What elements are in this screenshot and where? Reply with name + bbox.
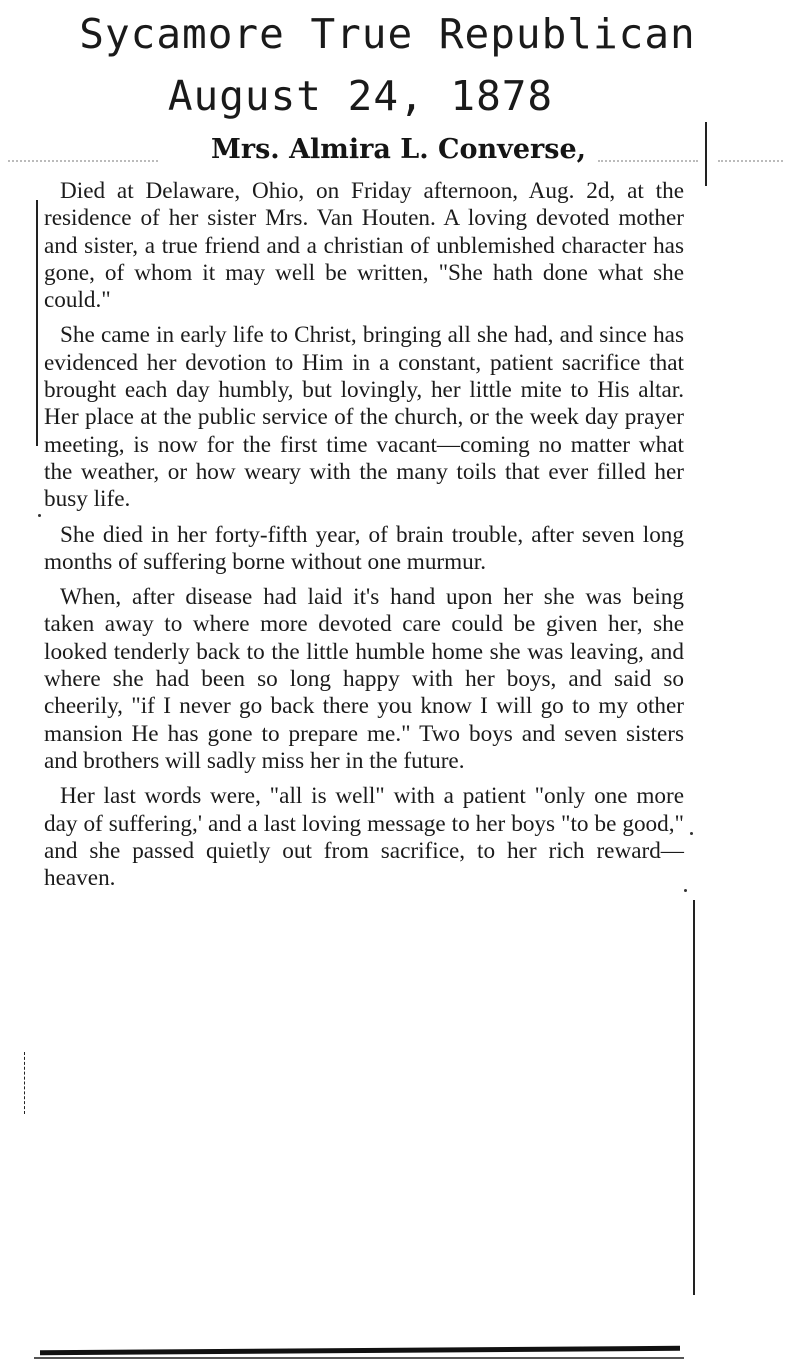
ink-speck xyxy=(38,514,41,517)
ink-speck xyxy=(690,832,693,835)
paragraph-5: Her last words were, "all is well" with a patient "only one more day of suffering,' and a last loving message to her boys "to be good," and she passed quietly out from sacrifice, to her rich reward—heaven. xyxy=(44,783,684,892)
obituary-body xyxy=(44,178,684,900)
column-rule-right xyxy=(693,900,695,1295)
newspaper-name: Sycamore True Republican xyxy=(79,10,696,58)
bottom-rule xyxy=(40,1346,680,1355)
paragraph-3: She died in her forty-fifth year, of brain trouble, after seven long months of suffering borne without one murmur. xyxy=(44,521,684,575)
column-rule-left xyxy=(36,200,38,446)
column-rule-left-dashed xyxy=(24,1052,25,1114)
ink-speck xyxy=(684,889,687,892)
bottom-rule-thin xyxy=(34,1357,684,1359)
paragraph-1: Died at Delaware, Ohio, on Friday afternoon, Aug. 2d, at the residence of her sister Mrs. Van Houten. A loving devoted mother and sister, a true friend and a christian of unblemished character has gone, of whom it may well be written, "She hath done what she could." xyxy=(44,178,684,314)
publication-date: August 24, 1878 xyxy=(167,72,554,120)
paragraph-2: She came in early life to Christ, bringing all she had, and since has evidenced her devotion to Him in a constant, patient sacrifice that brought each day humbly, but lovingly, her little mite to His altar. Her place at the public service of the church, or the week day prayer meeting, is now for the first time vacant—coming no matter what the weather, or how weary with the many toils that ever filled her busy life. xyxy=(44,322,684,513)
paragraph-4: When, after disease had laid it's hand upon her she was being taken away to where more devoted care could be given her, she looked tenderly back to the little humble home she was leaving, and where she had been so long happy with her boys, and said so cheerily, "if I never go back there you know I will go to my other mansion He has gone to prepare me." Two boys and seven sisters and brothers will sadly miss her in the future. xyxy=(44,584,684,774)
obituary-headline: Mrs. Almira L. Converse, xyxy=(210,134,587,165)
column-rule-top-right xyxy=(705,122,707,186)
